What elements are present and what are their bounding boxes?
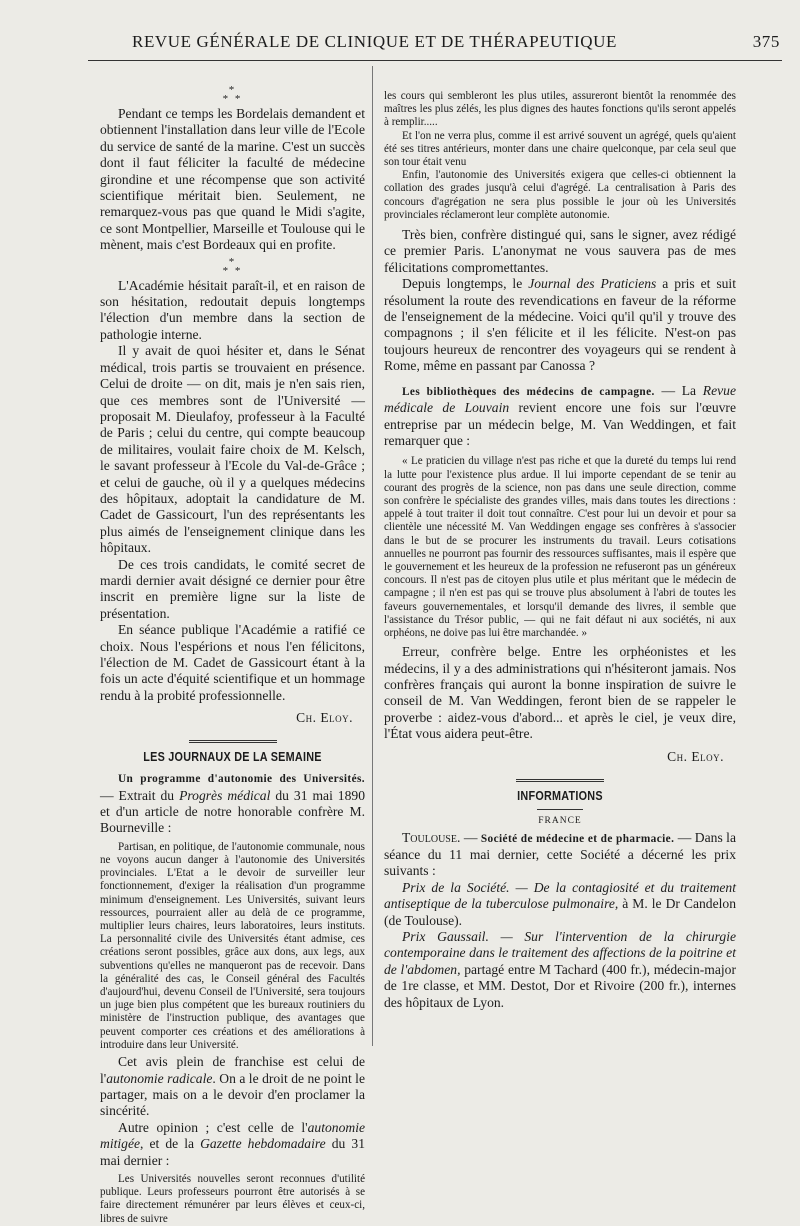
- prize-title: Prix Gaussail. — Sur l'intervention de la chirurgie contemporaine dans le traitement des affections de la poitrine et de l'abdomen,: [384, 929, 736, 977]
- journal-title: REVUE GÉNÉRALE DE CLINIQUE ET DE THÉRAPEUTIQUE: [132, 32, 617, 51]
- text-fragment: partagé entre M Tachard (400 fr.), médecin-major de 1re classe, et MM. Destot, Dor et Rivoire (200 fr.), internes des hôpitaux de Lyon.: [384, 961, 736, 1010]
- text-fragment: —: [460, 829, 481, 845]
- paragraph-academie-1: L'Académie hésitait paraît-il, et en raison de son hésitation, redoutait depuis longtemps l'élection d'un membre dans la section de pathologie interne.: [100, 277, 365, 342]
- journal-name: Journal des Praticiens: [528, 276, 657, 292]
- prize-title: Prix de la Société. — De la contagiosité et du traitement antiseptique de la tuberculose pulmonaire,: [384, 879, 736, 912]
- quote-gazette: Les Universités nouvelles seront reconnues d'utilité publique. Leurs professeurs pourront être autorisés à se faire directement rémunérer par leurs élèves et ceux-ci, libres de suivre: [100, 1172, 365, 1225]
- paragraph-bordeaux: Pendant ce temps les Bordelais demandent et obtiennent l'installation dans leur ville de l'Ecole du service de santé de la marine. C'est un succès dont il faut féliciter la faculté de médecine girondine et une récompense que son activité scientifique méritait bien. Seulement, ne remarquez-vous pas que quand le Midi s'agite, ce sont Montpellier, Marseille et Toulouse qui le mènent, mais c'est Bordeaux qui en profite.: [100, 106, 365, 253]
- text-fragment: du 31 mai 1890 et d'un article de notre honorable confrère M. Bourneville :: [100, 787, 365, 836]
- running-header: [90, 28, 780, 56]
- paragraph-depuis-longtemps: [384, 276, 736, 374]
- text-fragment: — La: [654, 382, 703, 398]
- quote-louvain: « Le praticien du village n'est pas riche et que la dureté du temps lui rend la lutte pour l'existence plus ardue. Il lui importe cependant de se tenir au courant des progrès de la science, non pas dans une seule direction, comme son confrère le spécialiste des grandes villes, mais dans toutes les directions : appelé à tout traiter il doit tout connaître. C'est pour lui un devoir et pour sa clientèle une nécessité M. Van Weddingen engage ses confrères à s'associer dans le but de se procurer les instruments du travail. Leurs cotisations annuelles ne pourront pas fournir des ressources suffisantes, mais il espère que le gouvernement et les heureux de la profession ne refuseront pas un généreux concours. Il n'est pas de citoyen plus utile et plus méritant que le médecin de campagne ; il n'en est pas qui se trouve plus absolument à l'abri de toutes les faveurs gouvernementales, et lorsqu'il demande des livres, il semble que l'assistance du Trésor public, — qui ne fait défaut ni aux sociétés, ni aux orphéons, ne doive pas lui être marchandée. »: [384, 455, 736, 639]
- quote-agrege: Et l'on ne verra plus, comme il est arrivé souvent un agrégé, quels qu'aient été ses titres antérieurs, monter dans une chaire quelconque, par cela seul que son tour était venu: [384, 129, 736, 169]
- subsection-france: FRANCE: [538, 815, 582, 826]
- subsection-rule: [537, 809, 583, 810]
- section-title-journaux: LES JOURNAUX DE LA SEMAINE: [143, 749, 322, 765]
- signature-eloy-2: Ch. Eloy.: [667, 748, 724, 764]
- journal-name: Progrès médical: [179, 787, 271, 803]
- column-divider: [372, 66, 373, 1046]
- paragraph-academie-2: Il y avait de quoi hésiter et, dans le Sénat médical, trois partis se trouvaient en présence. Celui de droite — on dit, mais je n'en sais rien, que ces membres sont de l'Université — proposait M. Dieulafoy, professeur à la Faculté de Paris ; celui du centre, qui compte beaucoup de militaires, voulait faire choix de M. Kelsch, le savant professeur à l'Ecole du Val-de-Grâce ; et celui de gauche, où il y a quelques médecins des hôpitaux, adoptait la candidature de M. Cadet de Gassicourt, l'un des représentants les plus aimés de l'enseignement clinique dans les hôpitaux.: [100, 343, 365, 556]
- text-fragment: revient encore une fois sur l'œuvre entreprise par un médecin belge, M. Van Weddingen, et fait remarquer que :: [384, 400, 736, 448]
- paragraph-avis: [100, 1054, 365, 1120]
- text-fragment: . On a le droit de ne point le partager, mais on a le devoir d'en proclamer la sincérité.: [100, 1070, 365, 1119]
- text-fragment: a pris et suit résolument la route des revendications en faveur de la réforme de l'enseignement de la médecine. Voici qu'il qu'il y trouve des compagnons ; il s'en félicite et il les félicite. N'est-on pas toujours heureux de rencontrer des voyageurs qui se rendent à Rome, même en passant par Canossa ?: [384, 276, 736, 374]
- text-fragment: Depuis longtemps, le: [402, 276, 529, 292]
- paragraph-toulouse: [384, 830, 736, 880]
- quote-gazette-continued: les cours qui sembleront les plus utiles, assureront bientôt la renommée des maîtres les plus zélés, les plus dignes des hautes fonctions qu'ils seront appelés à remplir.....: [384, 90, 736, 129]
- right-column: [384, 90, 736, 1011]
- paragraph-academie-4: En séance publique l'Académie a ratifié ce choix. Nous l'espérions et nous l'en félicitons, l'élection de M. Cadet de Gassicourt étant à la fois un acte d'équité scientifique et un hommage rendu à la probité professionnelle.: [100, 622, 365, 703]
- section-title-informations: INFORMATIONS: [517, 787, 603, 803]
- journal-name: Revue médicale de Louvain: [384, 382, 736, 416]
- text-fragment: Autre opinion ; c'est celle de l': [118, 1119, 308, 1135]
- keyword-programme: Un programme d'autonomie des Universités.: [118, 773, 365, 786]
- emphasis: autonomie radicale: [106, 1070, 213, 1086]
- text-fragment: , et de la: [140, 1136, 201, 1152]
- keyword-bibliotheques: Les bibliothèques des médecins de campagne.: [402, 385, 655, 398]
- emphasis: autonomie mitigée: [100, 1119, 365, 1152]
- city-name: Toulouse.: [402, 829, 461, 845]
- section-rule: [516, 779, 604, 782]
- quote-progres-medical: Partisan, en politique, de l'autonomie communale, nous ne voyons aucun danger à l'autonomie des Universités provinciales. L'Etat a le devoir de surveiller leur fonctionnement, d'exiger la réalisation d'un programme minimum d'enseignement. Les Universités, suivant leurs ressources, pourraient aller au delà de ce programme, multiplier leurs chaires, leurs laboratoires, leurs instituts. La personnalité civile des Universités étant admise, ces créations seront possibles, grâce aux dons, aux legs, aux subventions qu'elles ne manqueront pas de recevoir. Dans la généralité des cas, le Conseil général des Facultés d'aujourd'hui, devenu Conseil de l'Université, sera toujours un juge bien plus compétent que les bureaux routiniers du ministère de l'instruction publique, des avantages que peuvent comporter ces créations et des améliorations à introduire dans leur Université.: [100, 840, 365, 1051]
- page-number: 375: [752, 32, 780, 51]
- text-fragment: — Dans la séance du 11 mai dernier, cette Société a décerné les prix suivants :: [384, 829, 736, 879]
- paragraph-bibliotheques: [384, 383, 736, 450]
- section-stars: * * *: [222, 84, 243, 105]
- left-column: [100, 72, 365, 1226]
- paragraph-tres-bien: Très bien, confrère distingué qui, sans le signer, avez rédigé ce premier Paris. L'anonymat ne vous sauvera pas de mes félicitations compromettantes.: [384, 227, 736, 275]
- quote-autonomie: Enfin, l'autonomie des Universités exigera que celles-ci obtiennent la collation des grades jusqu'à celui d'agrégé. La centralisation à Paris des concours d'agrégation ne sera plus possible le jour où les Universités provinciales réclameront leur complète autonomie.: [384, 169, 736, 221]
- paragraph-academie-3: De ces trois candidats, le comité secret de mardi dernier avait désigné ce dernier pour être inscrit en première ligne sur la liste de présentation.: [100, 556, 365, 621]
- section-rule: [189, 740, 277, 743]
- paragraph-prix-gaussail: [384, 929, 736, 1011]
- paragraph-programme: [100, 770, 365, 837]
- text-fragment: du 31 mai dernier :: [100, 1136, 365, 1168]
- keyword-societe: Société de médecine et de pharmacie.: [480, 832, 675, 845]
- paragraph-erreur: Erreur, confrère belge. Entre les orphéonistes et les médecins, il y a des administrations qui n'hésiteront jamais. Nos confrères français qui auront la bonne inspiration de suivre le conseil de M. Van Weddingen, feront bien de se rappeler le proverbe : aidez-vous d'abord... et après le ciel, je veux dire, l'État vous aidera peut-être.: [384, 644, 736, 742]
- journal-name: Gazette hebdomadaire: [200, 1136, 326, 1152]
- section-stars: * * *: [222, 255, 243, 277]
- text-fragment: — Extrait du: [100, 787, 180, 803]
- signature-eloy-1: Ch. Eloy.: [296, 710, 353, 726]
- header-rule: [88, 60, 782, 61]
- paragraph-autre-opinion: [100, 1120, 365, 1169]
- text-fragment: à M. le Dr Candelon (de Toulouse).: [384, 896, 737, 928]
- text-fragment: Cet avis plein de franchise est celui de l': [100, 1054, 365, 1086]
- paragraph-prix-societe: [384, 880, 736, 929]
